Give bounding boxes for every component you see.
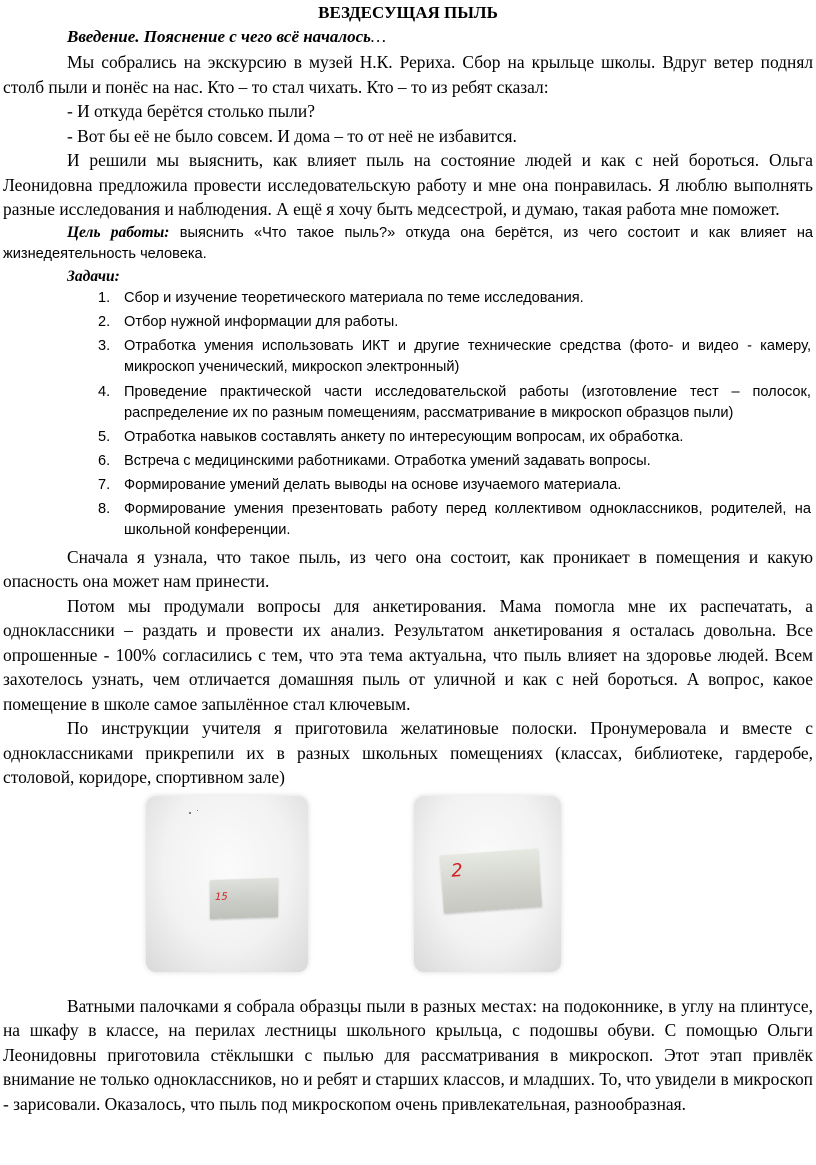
list-item-number: 5. bbox=[98, 428, 111, 445]
intro-heading-text: Введение. Пояснение с чего всё началось bbox=[67, 27, 371, 46]
list-item bbox=[98, 382, 813, 424]
list-item-number: 1. bbox=[98, 290, 111, 306]
body-paragraph-6: Ватными палочками я собрала образцы пыли в разных местах: на подоконнике, в углу на плинтусе, на шкафу в классе, на перилах лестницы школьного крыльца, с подошвы обуви. С помощью Ольги Леонидовны приготовила стёклышки с пылью для рассматривания в микроскоп. Этот этап привлёк внимание не только одноклассников, но и ребят и старших классов, и младших. То, что увидели в микроскоп - зарисовали. Оказалось, что пыль под микроскопом очень привлекательная, разнообразная. bbox=[3, 995, 813, 1114]
list-item bbox=[98, 427, 813, 448]
body-paragraph-3: Сначала я узнала, что такое пыль, из чего она состоит, как проникает в помещения и какую опасность она может нам принести. bbox=[3, 546, 813, 591]
intro-question-2: - Вот бы её не было совсем. И дома – то от неё не избавится. bbox=[67, 125, 517, 146]
goal-paragraph bbox=[3, 222, 813, 266]
list-item-text: Формирование умения презентовать работу перед коллективом одноклассников, родителей, на школьной конференции. bbox=[124, 501, 811, 539]
strip-number-label: 2 bbox=[450, 859, 464, 882]
intro-paragraph-2: И решили мы выяснить, как влияет пыль на состояние людей и как с ней бороться. Ольга Леонидовна предложила провести исследовательскую работу и мне она понравилась. Я люблю выполнять разные исследования и наблюдения. А ещё я хочу быть медсестрой, и думаю, такая работа мне поможет. bbox=[3, 150, 813, 219]
tasks-heading bbox=[3, 266, 813, 289]
tasks-label: Задачи: bbox=[67, 267, 120, 285]
body-paragraph-4: Потом мы продумали вопросы для анкетирования. Мама помогла мне их распечатать, а одноклассники – раздать и провести их анализ. Результатом анкетирования я осталась довольна. Все опрошенные - 100% согласились с тем, что эта тема актуальна, что пыль влияет на здоровье людей. Всем захотелось узнать, чем отличается домашняя пыль от уличной и как с ней бороться. А вопрос, какое помещение в школе самое запылённое стал ключевым. bbox=[3, 595, 813, 714]
list-item-number: 3. bbox=[98, 338, 111, 355]
list-item-number: 2. bbox=[98, 314, 111, 331]
list-item-text: Отбор нужной информации для работы. bbox=[124, 314, 399, 331]
gelatin-strip bbox=[440, 848, 542, 913]
intro-heading bbox=[3, 24, 813, 50]
gelatin-strip-photo-2 bbox=[414, 796, 561, 972]
gelatin-strip-photo-1 bbox=[146, 796, 308, 972]
list-item-text: Отработка навыков составлять анкету по интересующим вопросам, их обработка. bbox=[124, 428, 684, 445]
list-item-number: 4. bbox=[98, 383, 111, 400]
dust-speck bbox=[197, 810, 198, 811]
goal-label: Цель работы: bbox=[67, 223, 170, 241]
list-item bbox=[98, 288, 813, 309]
list-item-text: Проведение практической части исследовательской работы (изготовление тест – полосок, распределение их по разным помещениям, рассматривание в микроскоп образцов пыли) bbox=[124, 383, 811, 421]
list-item-text: Сбор и изучение теоретического материала по теме исследования. bbox=[124, 290, 584, 306]
body-paragraph-5: По инструкции учителя я приготовила желатиновые полоски. Пронумеровала и вместе с одноклассниками прикрепили их в разных школьных помещениях (классах, библиотеке, гардеробе, столовой, коридоре, спортивном зале) bbox=[3, 718, 813, 787]
gelatin-strip bbox=[210, 877, 278, 918]
dust-speck bbox=[189, 812, 191, 814]
list-item-text: Отработка умения использовать ИКТ и другие технические средства (фото- и видео - камеру, микроскоп ученический, микроскоп электронный) bbox=[124, 338, 811, 376]
list-item-number: 7. bbox=[98, 477, 111, 494]
strip-number-label: 15 bbox=[215, 891, 228, 903]
list-item-text: Формирование умений делать выводы на основе изучаемого материала. bbox=[124, 477, 622, 494]
list-item-number: 8. bbox=[98, 501, 111, 518]
list-item bbox=[98, 475, 813, 496]
goal-text: выяснить «Что такое пыль?» откуда она берётся, из чего состоит и как влияет на жизнедеятельность человека. bbox=[3, 224, 813, 262]
list-item bbox=[98, 499, 813, 541]
intro-paragraph-1: Мы собрались на экскурсию в музей Н.К. Рериха. Сбор на крыльце школы. Вдруг ветер поднял столб пыли и понёс на нас. Кто – то стал чихать. Кто – то из ребят сказал: bbox=[3, 52, 813, 97]
list-item-text: Встреча с медицинскими работниками. Отработка умений задавать вопросы. bbox=[124, 452, 651, 469]
list-item-number: 6. bbox=[98, 452, 111, 469]
photos-row bbox=[3, 796, 813, 982]
list-item bbox=[98, 451, 813, 472]
list-item bbox=[98, 336, 813, 378]
document-title: ВЕЗДЕСУЩАЯ ПЫЛЬ bbox=[318, 3, 498, 22]
intro-heading-dots: … bbox=[370, 27, 387, 46]
list-item bbox=[98, 312, 813, 333]
intro-question-1: - И откуда берётся столько пыли? bbox=[67, 101, 315, 121]
tasks-list bbox=[3, 288, 813, 541]
